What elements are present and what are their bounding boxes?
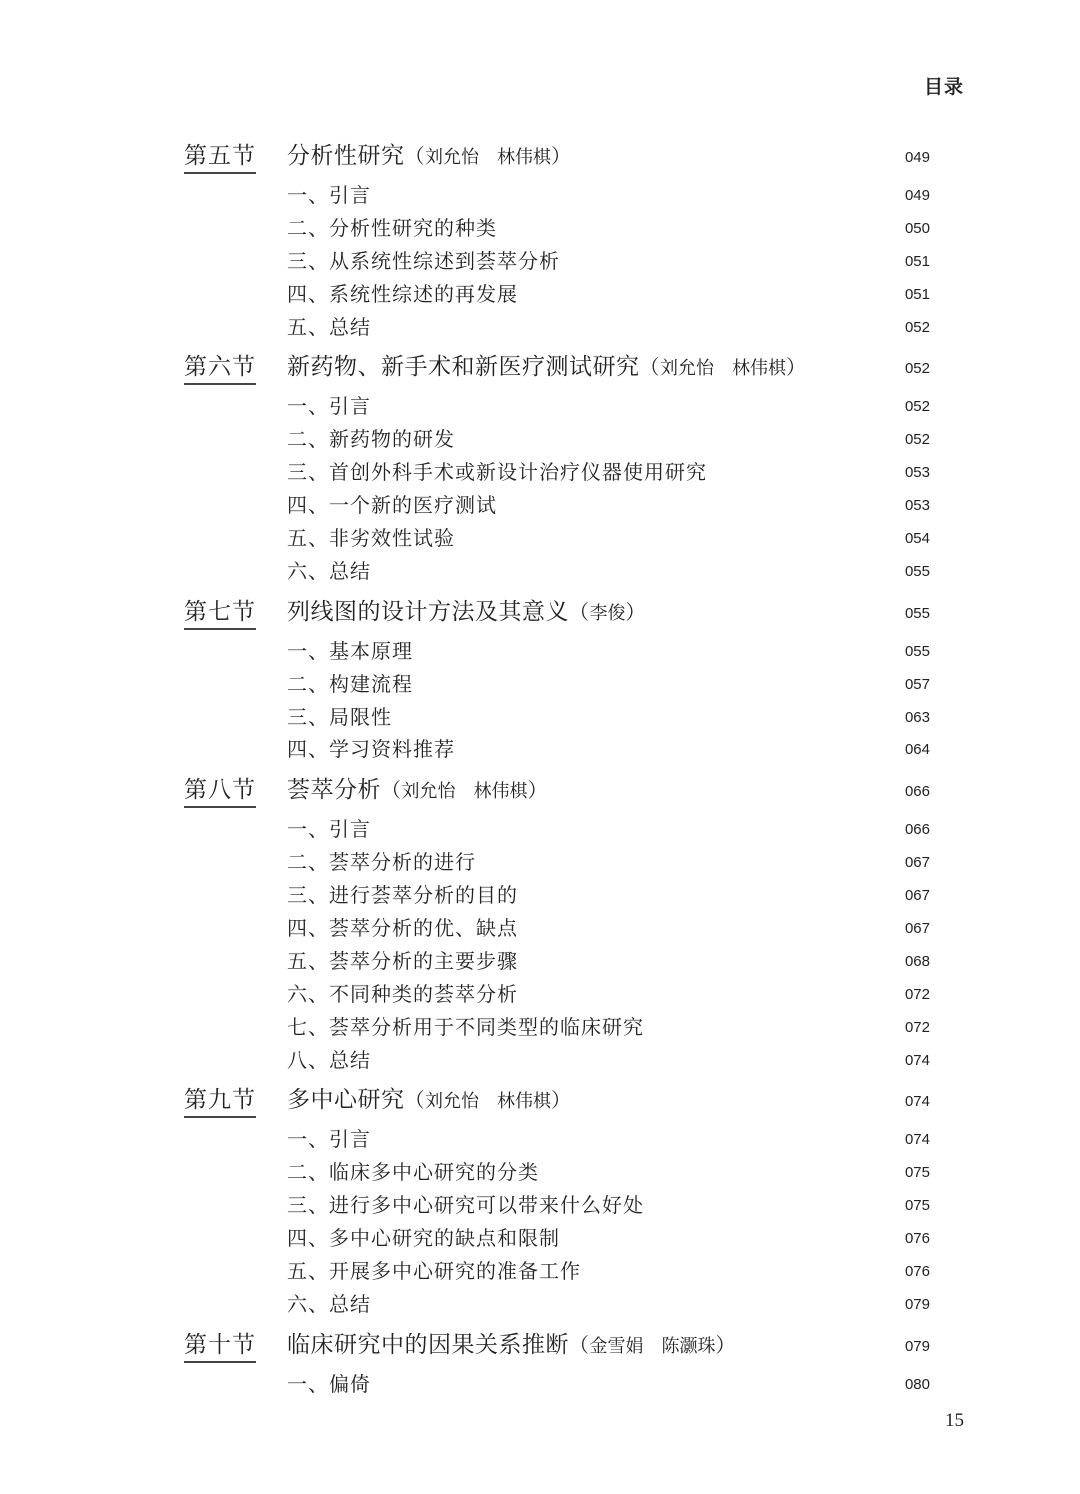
toc-entry-page-number: 055	[904, 562, 930, 580]
section-title	[287, 775, 548, 807]
toc-entry[interactable]	[0, 489, 1080, 522]
section-authors: 刘允怡 林伟棋	[401, 781, 528, 803]
section-title-text: 荟萃分析	[287, 777, 381, 804]
toc-entry[interactable]	[0, 1123, 1080, 1156]
toc-entry[interactable]	[0, 1222, 1080, 1255]
toc-entry-page-number: 074	[904, 1051, 930, 1069]
toc-entry-label: 二、新药物的研发	[287, 427, 455, 452]
toc-entry[interactable]	[0, 701, 1080, 734]
toc-entry[interactable]	[0, 179, 1080, 212]
toc-entry-page-number: 072	[904, 985, 930, 1003]
toc-entry[interactable]	[0, 813, 1080, 846]
toc-entry-label: 一、基本原理	[287, 638, 413, 663]
toc-section	[0, 1327, 1080, 1401]
open-paren: （	[404, 1088, 425, 1113]
toc-entry[interactable]	[0, 733, 1080, 766]
toc-entry-page-number: 074	[904, 1131, 930, 1149]
toc-entry[interactable]	[0, 245, 1080, 278]
section-title-text: 分析性研究	[287, 143, 405, 169]
section-number-label: 第八节	[184, 775, 256, 808]
toc-section-heading[interactable]	[0, 138, 1080, 179]
toc-entry[interactable]	[0, 311, 1080, 344]
toc-entry-page-number: 052	[904, 398, 930, 416]
section-authors: 金雪娟 陈灏珠	[589, 1335, 716, 1357]
toc-entry-label: 二、临床多中心研究的分类	[287, 1160, 539, 1185]
toc-entry-page-number: 053	[904, 497, 930, 515]
toc-entry-label: 六、总结	[287, 558, 371, 583]
toc-entry-label: 二、荟萃分析的进行	[287, 850, 476, 875]
open-paren: （	[404, 144, 425, 168]
section-number-label: 第十节	[184, 1330, 256, 1363]
section-page-number: 066	[904, 783, 930, 801]
toc-entry-page-number: 057	[904, 675, 930, 693]
toc-entry-label: 五、非劣效性试验	[287, 526, 455, 551]
toc-entry-page-number: 072	[904, 1018, 930, 1036]
toc-entry-page-number: 055	[904, 642, 930, 660]
toc-entry[interactable]	[0, 555, 1080, 588]
toc-entry[interactable]	[0, 278, 1080, 311]
section-authors: 刘允怡 林伟棋	[425, 147, 551, 168]
toc-entry-label: 二、分析性研究的种类	[287, 215, 497, 240]
toc-entry[interactable]	[0, 912, 1080, 945]
close-paren: ）	[715, 1332, 736, 1357]
toc-section-heading[interactable]	[0, 349, 1080, 390]
toc-entry-page-number: 054	[904, 530, 930, 548]
toc-entry-label: 三、首创外科手术或新设计治疗仪器使用研究	[287, 460, 707, 485]
section-page-number: 052	[904, 360, 930, 378]
section-number-label: 第七节	[184, 597, 256, 630]
section-number-label: 第五节	[184, 141, 256, 174]
section-page-number: 079	[904, 1337, 930, 1355]
toc-entry[interactable]	[0, 456, 1080, 489]
toc-entry-page-number: 068	[904, 952, 930, 970]
toc-entry[interactable]	[0, 635, 1080, 668]
toc-entry-label: 五、荟萃分析的主要步骤	[287, 948, 518, 973]
toc-entry[interactable]	[0, 879, 1080, 912]
toc-entry-page-number: 051	[904, 285, 930, 303]
toc-section-heading[interactable]	[0, 594, 1080, 635]
toc-entry[interactable]	[0, 522, 1080, 555]
section-title-text: 临床研究中的因果关系推断	[287, 1331, 569, 1358]
toc-entry-page-number: 052	[904, 318, 930, 336]
close-paren: ）	[625, 599, 646, 624]
toc-entry-label: 四、系统性综述的再发展	[287, 281, 518, 306]
section-number-label: 第六节	[184, 352, 256, 385]
section-title	[287, 1330, 736, 1362]
toc-entry-page-number: 067	[904, 854, 930, 872]
toc-entry-page-number: 075	[904, 1197, 930, 1215]
toc-entry-label: 三、进行多中心研究可以带来什么好处	[287, 1193, 644, 1218]
open-paren: （	[569, 1332, 590, 1357]
toc-entry[interactable]	[0, 1011, 1080, 1044]
toc-entry-label: 七、荟萃分析用于不同类型的临床研究	[287, 1014, 644, 1039]
toc-section-heading[interactable]	[0, 1082, 1080, 1123]
toc-entry-page-number: 049	[904, 187, 930, 204]
page-number: 15	[945, 1410, 964, 1431]
toc-entry-page-number: 075	[904, 1164, 930, 1182]
toc-section	[0, 594, 1080, 767]
toc-entry-label: 五、总结	[287, 314, 371, 339]
toc-entry-page-number: 067	[904, 920, 930, 938]
toc-entry-page-number: 050	[904, 219, 930, 237]
open-paren: （	[569, 599, 590, 624]
toc-entry[interactable]	[0, 668, 1080, 701]
toc-section	[0, 1082, 1080, 1320]
toc-entry-page-number: 080	[904, 1375, 930, 1393]
toc-entry-label: 三、从系统性综述到荟萃分析	[287, 248, 560, 273]
toc-entry-label: 四、荟萃分析的优、缺点	[287, 916, 518, 941]
toc-entry[interactable]	[0, 212, 1080, 245]
close-paren: ）	[551, 1088, 572, 1113]
open-paren: （	[639, 355, 660, 380]
toc-entry[interactable]	[0, 846, 1080, 879]
toc-entry-label: 四、多中心研究的缺点和限制	[287, 1226, 560, 1251]
section-title	[287, 141, 572, 173]
open-paren: （	[381, 778, 402, 803]
toc-entry-label: 一、引言	[287, 817, 371, 842]
toc-entry-label: 三、局限性	[287, 704, 392, 729]
section-title-text: 新药物、新手术和新医疗测试研究	[287, 354, 640, 381]
toc-entry-label: 四、学习资料推荐	[287, 737, 455, 762]
toc-section	[0, 138, 1080, 343]
toc-entry-page-number: 076	[904, 1263, 930, 1281]
toc-section	[0, 349, 1080, 587]
close-paren: ）	[527, 778, 548, 803]
toc-entry-page-number: 076	[904, 1230, 930, 1248]
toc-entry-page-number: 079	[904, 1295, 930, 1313]
toc-entry-label: 六、总结	[287, 1291, 371, 1316]
section-title-text: 列线图的设计方法及其意义	[287, 598, 569, 625]
toc-entry-label: 三、进行荟萃分析的目的	[287, 883, 518, 908]
section-page-number: 055	[904, 604, 930, 622]
toc-entry[interactable]	[0, 1288, 1080, 1321]
toc-entry-page-number: 067	[904, 887, 930, 905]
toc-entry-label: 六、不同种类的荟萃分析	[287, 981, 518, 1006]
toc-entry[interactable]	[0, 945, 1080, 978]
toc-entry-label: 四、一个新的医疗测试	[287, 493, 497, 518]
toc-entry-label: 五、开展多中心研究的准备工作	[287, 1259, 581, 1284]
toc-entry-page-number: 053	[904, 464, 930, 482]
section-authors: 刘允怡 林伟棋	[660, 358, 786, 380]
close-paren: ）	[786, 355, 807, 380]
section-authors: 刘允怡 林伟棋	[425, 1091, 551, 1113]
close-paren: ）	[551, 144, 572, 168]
toc-entry-label: 一、偏倚	[287, 1371, 371, 1396]
toc-entry-page-number: 052	[904, 431, 930, 449]
toc-section	[0, 772, 1080, 1076]
toc-section-heading[interactable]	[0, 1327, 1080, 1368]
toc-entry[interactable]	[0, 1255, 1080, 1288]
toc-entry-label: 二、构建流程	[287, 671, 413, 696]
toc-entry[interactable]	[0, 390, 1080, 423]
toc-entry-label: 一、引言	[287, 183, 371, 207]
section-title	[287, 1085, 572, 1117]
section-number-label: 第九节	[184, 1085, 256, 1118]
toc-entry-page-number: 064	[904, 741, 930, 759]
section-page-number: 074	[904, 1093, 930, 1111]
toc-section-heading[interactable]	[0, 772, 1080, 813]
toc-entry[interactable]	[0, 1156, 1080, 1189]
section-title-text: 多中心研究	[287, 1087, 405, 1114]
toc-entry[interactable]	[0, 978, 1080, 1011]
toc-entry-label: 八、总结	[287, 1047, 371, 1072]
toc-entry-page-number: 066	[904, 821, 930, 839]
toc-entry-label: 一、引言	[287, 394, 371, 419]
page-header-title: 目录	[923, 76, 964, 98]
section-title	[287, 352, 807, 384]
toc-entry[interactable]	[0, 1044, 1080, 1077]
section-title	[287, 597, 646, 629]
toc-entry[interactable]	[0, 423, 1080, 456]
toc-entry-page-number: 051	[904, 252, 930, 270]
toc-entry-label: 一、引言	[287, 1127, 371, 1152]
toc-entry[interactable]	[0, 1189, 1080, 1222]
toc-entry[interactable]	[0, 1368, 1080, 1401]
section-page-number: 049	[904, 149, 930, 166]
section-authors: 李俊	[589, 602, 626, 624]
toc-entry-page-number: 063	[904, 708, 930, 726]
table-of-contents	[0, 138, 1080, 1407]
